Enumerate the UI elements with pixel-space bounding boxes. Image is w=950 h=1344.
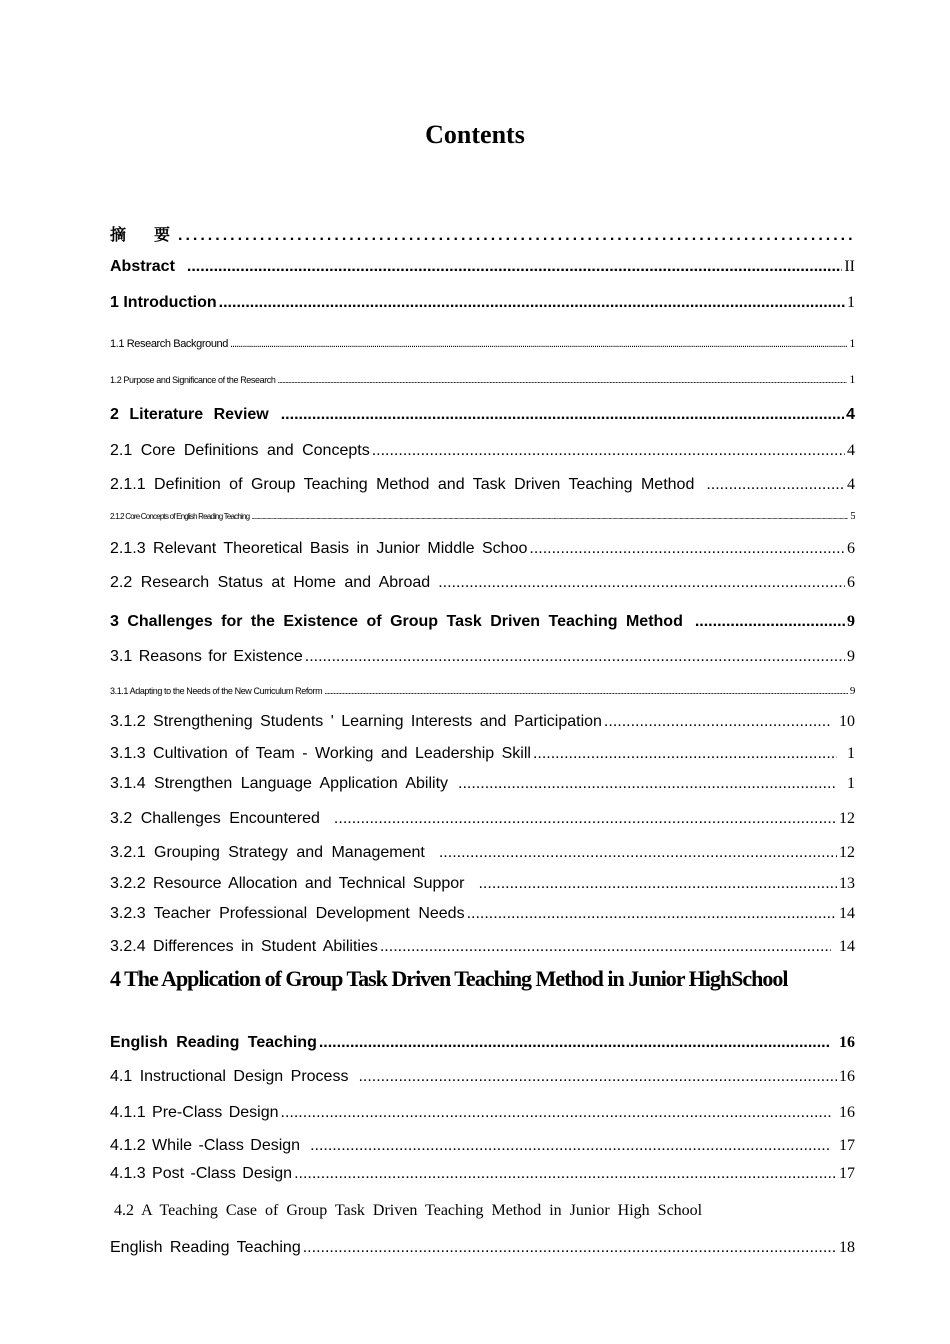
toc-entry-page: 1: [849, 336, 855, 350]
toc-entry-page: 9: [847, 648, 855, 665]
toc-entry-4-1-1[interactable]: [110, 1104, 855, 1122]
toc-entry-label: English Reading Teaching: [110, 1034, 317, 1051]
toc-entry-2-1-2[interactable]: [110, 510, 855, 522]
toc-entry-introduction[interactable]: [110, 294, 855, 312]
toc-entry-label: 3.1.3 Cultivation of Team - Working and Leadership Skill: [110, 745, 531, 762]
toc-entry-page: 4: [847, 476, 855, 493]
toc-entry-page: 9: [849, 685, 855, 697]
page-title: Contents: [425, 120, 525, 149]
toc-entry-label: 3.2.2 Resource Allocation and Technical Suppor: [110, 875, 465, 892]
toc-entry-label: 3.2.4 Differences in Student Abilities: [110, 938, 378, 955]
toc-entry-label: 3.1.2 Strengthening Students ' Learning Interests and Participation: [110, 713, 602, 730]
toc-entry-label: 3.2.3 Teacher Professional Development Needs: [110, 905, 465, 922]
toc-entry-page: II: [844, 258, 855, 275]
toc-entry-page: 13: [839, 875, 855, 892]
toc-entry-2-1-3[interactable]: [110, 540, 855, 558]
toc-entry-page: 16: [839, 1104, 855, 1121]
toc-leader-dots: [303, 1239, 837, 1257]
toc-leader-dots: [281, 1104, 831, 1122]
toc-entry-label: 2.1.1 Definition of Group Teaching Method and Task Driven Teaching Method: [110, 476, 695, 493]
toc-entry-abstract-chinese[interactable]: [110, 222, 855, 245]
toc-entry-label: 2 Literature Review: [110, 406, 269, 423]
toc-entry-label: Abstract: [110, 258, 175, 275]
toc-entry-label: 4.1.1 Pre-Class Design: [110, 1104, 279, 1121]
toc-entry-3-2-3[interactable]: [110, 905, 855, 923]
toc-leader-dots: [219, 294, 845, 312]
toc-entry-3-1-2[interactable]: [110, 713, 855, 731]
toc-entry-3-1-1[interactable]: [110, 685, 855, 697]
toc-entry-2-2[interactable]: [110, 574, 855, 592]
toc-leader-dots: [438, 574, 845, 592]
toc-entry-4-2-heading[interactable]: 4.2 A Teaching Case of Group Task Driven Teaching Method in Junior High School: [114, 1202, 703, 1219]
toc-entry-label: 3.1 Reasons for Existence: [110, 648, 303, 665]
toc-leader-dots: [251, 512, 848, 521]
toc-leader-dots: [310, 1137, 831, 1155]
toc-entry-label: 2.1.3 Relevant Theoretical Basis in Junior Middle Schoo: [110, 540, 528, 557]
toc-leader-dots: [529, 540, 845, 558]
toc-leader-dots: [439, 844, 837, 862]
toc-entry-3-1[interactable]: [110, 648, 855, 666]
toc-entry-label: 4.1.2 While -Class Design: [110, 1137, 301, 1154]
toc-entry-label: 2.1.2 Core Concepts of English Reading Teaching: [110, 512, 250, 521]
toc-entry-label: 3.1.1 Adapting to the Needs of the New Curriculum Reform: [110, 686, 323, 696]
toc-entry-page: 9: [847, 613, 855, 630]
toc-entry-page: 1: [849, 372, 855, 386]
toc-entry-page: 4: [846, 406, 855, 423]
toc-leader-dots: [478, 875, 837, 893]
toc-entry-label: 4.1.3 Post -Class Design: [110, 1165, 293, 1182]
toc-entry-4-1-2[interactable]: [110, 1137, 855, 1155]
toc-entry-label: 2.1 Core Definitions and Concepts: [110, 442, 370, 459]
toc-entry-label: 摘 要: [110, 227, 177, 244]
toc-entry-page: 17: [839, 1137, 855, 1154]
toc-leader-dots: [178, 227, 853, 245]
toc-leader-dots: [706, 476, 845, 494]
toc-entry-2-1[interactable]: [110, 442, 855, 460]
toc-entry-label: 3.2 Challenges Encountered: [110, 810, 320, 827]
toc-leader-dots: [319, 1034, 831, 1052]
toc-entry-label: 1.1 Research Background: [110, 338, 228, 350]
toc-entry-3-1-3[interactable]: [110, 745, 855, 763]
toc-leader-dots: [305, 648, 845, 666]
toc-entry-3[interactable]: [110, 613, 855, 631]
toc-leader-dots: [324, 686, 848, 696]
toc-entry-page: 6: [847, 574, 855, 591]
toc-leader-dots: [230, 338, 847, 350]
toc-entry-page: 10: [839, 713, 855, 730]
toc-entry-page: 16: [839, 1068, 855, 1085]
toc-entry-4-1-3[interactable]: [110, 1165, 855, 1183]
toc-leader-dots: [533, 745, 837, 763]
toc-leader-dots: [294, 1165, 837, 1183]
toc-entry-label: 4.1 Instructional Design Process: [110, 1068, 349, 1085]
toc-entry-page: 5: [850, 510, 855, 522]
toc-entry-3-2[interactable]: [110, 810, 855, 828]
toc-leader-dots: [467, 905, 837, 923]
toc-entry-page: 14: [839, 938, 855, 955]
toc-entry-4-1[interactable]: [110, 1068, 855, 1086]
toc-entry-abstract[interactable]: [110, 258, 855, 276]
toc-entry-page: 17: [839, 1165, 855, 1182]
toc-entry-page: 1: [847, 294, 855, 311]
toc-entry-4-2[interactable]: [110, 1239, 855, 1257]
toc-entry-2-1-1[interactable]: [110, 476, 855, 494]
toc-entry-page: 18: [839, 1239, 855, 1256]
toc-entry-3-2-1[interactable]: [110, 844, 855, 862]
toc-entry-2[interactable]: [110, 406, 855, 424]
toc-entry-page: 12: [839, 810, 855, 827]
toc-leader-dots: [281, 406, 844, 424]
toc-leader-dots: [372, 442, 845, 460]
toc-leader-dots: [187, 258, 842, 276]
toc-entry-label: English Reading Teaching: [110, 1239, 301, 1256]
toc-leader-dots: [458, 775, 837, 793]
toc-entry-label: 3.1.4 Strengthen Language Application Ability: [110, 775, 449, 792]
toc-entry-3-2-2[interactable]: [110, 875, 855, 893]
toc-entry-page: 4: [847, 442, 855, 459]
toc-entry-page: 6: [847, 540, 855, 557]
toc-entry-page: 1: [847, 745, 855, 762]
toc-entry-label: 3.2.1 Grouping Strategy and Management: [110, 844, 425, 861]
toc-leader-dots: [380, 938, 831, 956]
toc-entry-label: 2.2 Research Status at Home and Abroad: [110, 574, 431, 591]
toc-leader-dots: [334, 810, 837, 828]
toc-entry-label: 1.2 Purpose and Significance of the Research: [110, 375, 276, 385]
toc-entry-1-2[interactable]: [110, 372, 855, 387]
toc-entry-4[interactable]: [110, 1034, 855, 1052]
toc-entry-4-heading[interactable]: 4 The Application of Group Task Driven Teaching Method in Junior HighSchool: [110, 966, 788, 991]
toc-entry-3-1-4[interactable]: [110, 775, 855, 793]
toc-entry-3-2-4[interactable]: [110, 938, 855, 956]
toc-entry-1-1[interactable]: [110, 336, 855, 351]
toc-leader-dots: [604, 713, 831, 731]
toc-leader-dots: [695, 613, 845, 631]
toc-entry-page: 12: [839, 844, 855, 861]
toc-entry-page: 14: [839, 905, 855, 922]
toc-entry-page: 16: [839, 1034, 855, 1051]
toc-entry-label: 1 Introduction: [110, 294, 217, 311]
toc-entry-label: 3 Challenges for the Existence of Group Task Driven Teaching Method: [110, 613, 683, 630]
toc-leader-dots: [358, 1068, 837, 1086]
toc-leader-dots: [278, 375, 848, 385]
toc-entry-page: 1: [847, 775, 855, 792]
